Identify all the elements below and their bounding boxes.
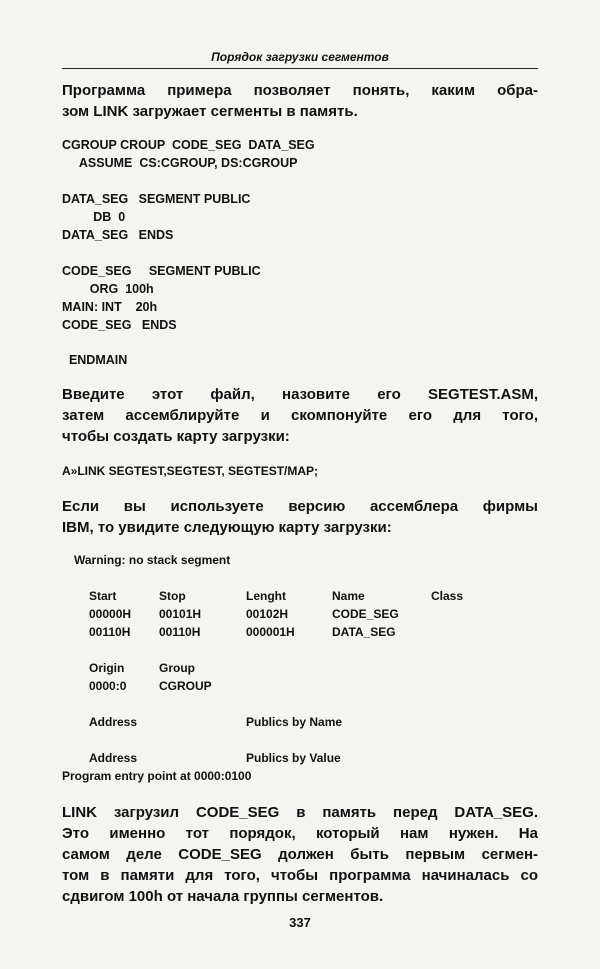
para2-line-1: Введите этот файл, назовите его SEGTEST.ASM, xyxy=(62,386,538,403)
para4-line-5: сдвигом 100h от начала группы сегментов. xyxy=(62,888,384,905)
para4-line-1: LINK загрузил CODE_SEG в память перед DATA_SEG. xyxy=(62,804,538,821)
header-rule xyxy=(62,68,538,69)
para3-line-2: IBM, то увидите следующую карту загрузки: xyxy=(62,519,392,536)
page-number: 337 xyxy=(289,915,311,930)
map-cell: DATA_SEG xyxy=(332,625,396,639)
map-group-header-origin: Origin xyxy=(89,661,125,675)
intro-line-1: Программа примера позволяет понять, каким обра- xyxy=(62,82,538,99)
link-command: A»LINK SEGTEST,SEGTEST, SEGTEST/MAP; xyxy=(62,464,319,478)
para3-line-1: Если вы используете версию ассемблера фирмы xyxy=(62,498,538,515)
map-address-label: Address xyxy=(89,715,138,729)
map-publics-by-value: Publics by Value xyxy=(246,751,341,765)
map-group-cell: CGROUP xyxy=(159,679,212,693)
para4-line-3: самом деле CODE_SEG должен быть первым сегмен- xyxy=(62,846,538,863)
code-line: ORG 100h xyxy=(62,282,154,296)
intro-line-2: зом LINK загружает сегменты в память. xyxy=(62,103,358,120)
para2-line-3: чтобы создать карту загрузки: xyxy=(62,428,290,445)
para4-line-4: том в памяти для того, чтобы программа начиналась со xyxy=(62,867,538,884)
code-line: DB 0 xyxy=(62,210,126,224)
map-header-stop: Stop xyxy=(159,589,186,603)
map-cell: CODE_SEG xyxy=(332,607,399,621)
code-line: MAIN: INT 20h xyxy=(62,300,158,314)
map-cell: 00101H xyxy=(159,607,202,621)
map-group-header-group: Group xyxy=(159,661,195,675)
code-line: ASSUME CS:CGROUP, DS:CGROUP xyxy=(62,156,298,170)
code-line: DATA_SEG ENDS xyxy=(62,228,174,242)
code-line: CODE_SEG SEGMENT PUBLIC xyxy=(62,264,261,278)
code-line: DATA_SEG SEGMENT PUBLIC xyxy=(62,192,251,206)
map-cell: 000001H xyxy=(246,625,295,639)
map-group-cell: 0000:0 xyxy=(89,679,127,693)
running-header: Порядок загрузки сегментов xyxy=(211,50,389,64)
map-header-length: Lenght xyxy=(246,589,286,603)
map-address-label: Address xyxy=(89,751,138,765)
map-entry-point: Program entry point at 0000:0100 xyxy=(62,769,252,783)
code-line: ENDMAIN xyxy=(62,353,128,367)
map-cell: 00110H xyxy=(89,625,131,639)
map-cell: 00000H xyxy=(89,607,132,621)
map-cell: 00110H xyxy=(159,625,201,639)
map-publics-by-name: Publics by Name xyxy=(246,715,343,729)
para2-line-2: затем ассемблируйте и скомпонуйте его для того, xyxy=(62,407,538,424)
code-line: CODE_SEG ENDS xyxy=(62,318,177,332)
map-header-name: Name xyxy=(332,589,365,603)
code-line: CGROUP CROUP CODE_SEG DATA_SEG xyxy=(62,138,315,152)
para4-line-2: Это именно тот порядок, который нам нужен. На xyxy=(62,825,538,842)
map-header-class: Class xyxy=(431,589,464,603)
map-header-start: Start xyxy=(89,589,117,603)
map-warning: Warning: no stack segment xyxy=(74,553,231,567)
map-cell: 00102H xyxy=(246,607,289,621)
